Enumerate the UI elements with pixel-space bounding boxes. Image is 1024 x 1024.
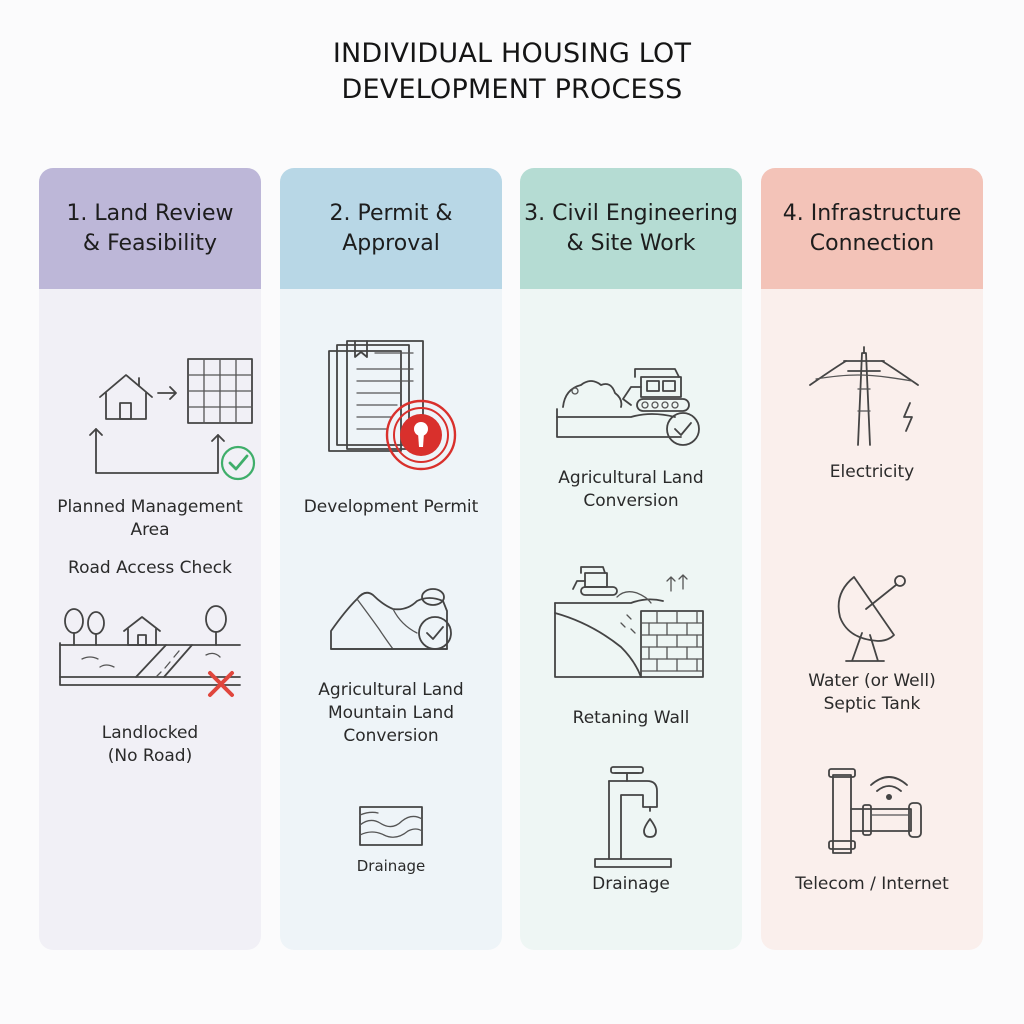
- step-label: [761, 461, 983, 484]
- column-body: [761, 289, 983, 950]
- label-line: Conversion: [343, 726, 439, 746]
- step-label: [280, 855, 502, 878]
- heading-line: Connection: [809, 230, 935, 256]
- label-line: Telecom / Internet: [795, 874, 949, 894]
- step-item: [39, 601, 261, 701]
- title-line-1: INDIVIDUAL HOUSING LOT: [332, 38, 692, 69]
- step-label: [280, 679, 502, 748]
- label-line: Agricultural Land: [558, 468, 704, 488]
- heading-line: 4. Infrastructure: [782, 200, 962, 226]
- label-line: Septic Tank: [823, 694, 921, 714]
- step-label: [520, 707, 742, 730]
- heading-line: 1. Land Review: [66, 200, 234, 226]
- label-line: Conversion: [583, 491, 679, 511]
- step-label: [761, 670, 983, 716]
- label-line: Agricultural Land: [318, 680, 464, 700]
- heading-line: Approval: [342, 230, 440, 256]
- telecom-pipe-icon: [817, 765, 927, 855]
- mountain-land-icon: [321, 571, 461, 671]
- heading-line: & Feasibility: [82, 230, 218, 256]
- step-item: [39, 353, 261, 475]
- satellite-dish-icon: [822, 569, 922, 669]
- step-label: [39, 557, 261, 580]
- diagram-title: [0, 36, 1024, 108]
- heading-line: & Site Work: [566, 230, 696, 256]
- step-label: [761, 873, 983, 896]
- retaining-wall-icon: [551, 567, 711, 687]
- label-line: Road Access Check: [68, 558, 232, 578]
- column-body: [280, 289, 502, 950]
- column-heading: [39, 168, 261, 289]
- column-body: [520, 289, 742, 950]
- step-label: [39, 722, 261, 768]
- bulldozer-land-icon: [551, 359, 711, 449]
- step-item: [280, 571, 502, 671]
- column-heading: [280, 168, 502, 289]
- label-line: Drainage: [592, 874, 670, 894]
- label-line: Mountain Land: [327, 703, 455, 723]
- label-line: Area: [130, 520, 170, 540]
- label-line: Drainage: [356, 857, 426, 875]
- step-item: [520, 567, 742, 687]
- step-item: [280, 801, 502, 851]
- power-pole-icon: [802, 341, 942, 451]
- water-faucet-icon: [581, 767, 681, 877]
- column-heading: [520, 168, 742, 289]
- drainage-map-icon: [356, 801, 426, 851]
- label-line: (No Road): [107, 746, 193, 766]
- column-civil-engineering: [520, 168, 742, 950]
- label-line: Development Permit: [303, 497, 479, 517]
- step-item: [520, 359, 742, 449]
- step-label: [520, 873, 742, 896]
- step-label: [39, 496, 261, 542]
- column-heading: [761, 168, 983, 289]
- column-body: [39, 289, 261, 950]
- label-line: Planned Management: [57, 497, 243, 517]
- step-item: [761, 341, 983, 451]
- house-to-grid-icon: [60, 353, 240, 475]
- step-item: [761, 569, 983, 669]
- permit-document-seal-icon: [321, 341, 461, 471]
- heading-line: 2. Permit &: [329, 200, 453, 226]
- step-label: [520, 467, 742, 513]
- step-label: [280, 496, 502, 519]
- label-line: Landlocked: [101, 723, 199, 743]
- column-land-review: [39, 168, 261, 950]
- landlocked-lot-icon: [60, 601, 240, 701]
- step-item: [280, 341, 502, 471]
- heading-line: 3. Civil Engineering: [524, 200, 738, 226]
- label-line: Retaning Wall: [572, 708, 690, 728]
- step-item: [520, 767, 742, 877]
- label-line: Water (or Well): [808, 671, 936, 691]
- column-permit-approval: [280, 168, 502, 950]
- title-line-2: DEVELOPMENT PROCESS: [341, 74, 683, 105]
- label-line: Electricity: [829, 462, 915, 482]
- column-infrastructure: [761, 168, 983, 950]
- step-item: [761, 765, 983, 855]
